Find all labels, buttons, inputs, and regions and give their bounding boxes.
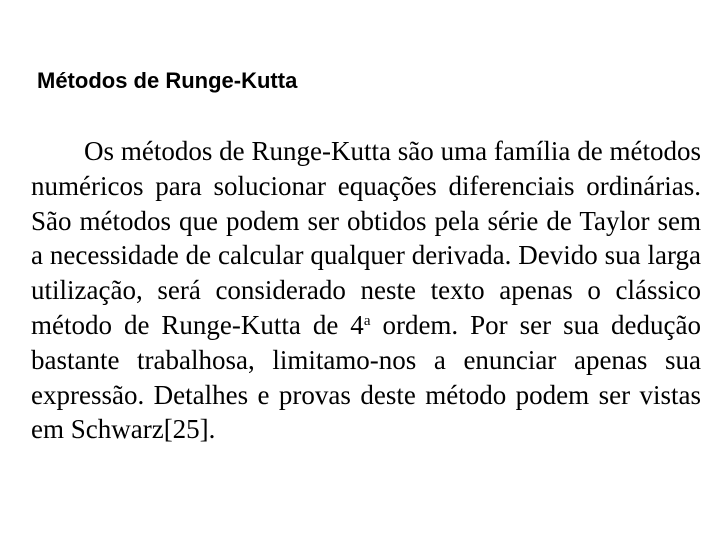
body-text-part1: Os métodos de Runge-Kutta são uma família de métodos numéricos para solucionar equações diferenciais ordinárias. São métodos que podem ser obtidos pela série de Taylor sem a necessidade de calcular qualquer derivada. Devido sua larga utilização, será considerado neste texto apenas o clássico método de Runge-Kutta de 4 bbox=[31, 136, 701, 340]
ordinal-superscript: a bbox=[363, 312, 371, 329]
body-text-part2: ordem. Por ser sua dedução bastante trabalhosa, limitamo-nos a enunciar apenas sua expressão. Detalhes e provas deste método podem ser vistas em Schwarz[25]. bbox=[31, 309, 701, 445]
body-paragraph bbox=[31, 134, 701, 447]
slide-title: Métodos de Runge-Kutta bbox=[37, 68, 298, 93]
